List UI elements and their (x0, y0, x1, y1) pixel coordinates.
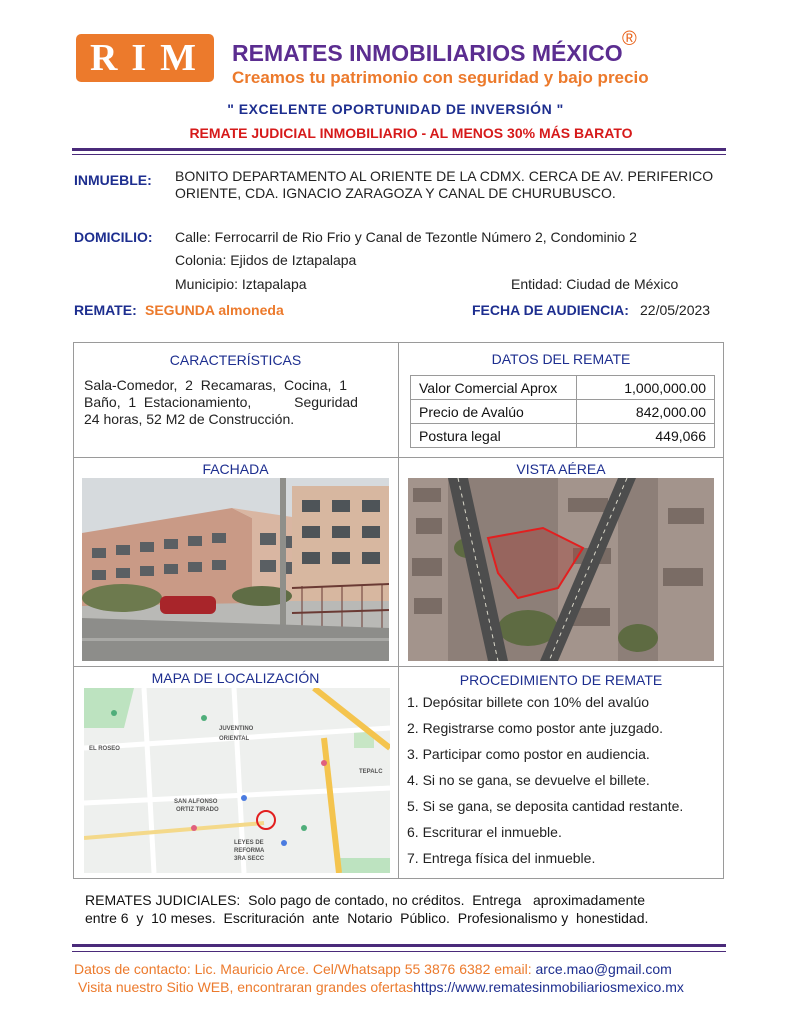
inmueble-text: BONITO DEPARTAMENTO AL ORIENTE DE LA CDMX. CERCA DE AV. PERIFERICO ORIENTE, CDA. IGNACIO ZARAGOZA Y CANAL DE CHURUBUSCO. (175, 168, 714, 201)
grid-vline (398, 342, 399, 879)
fachada-title: FACHADA (202, 461, 269, 477)
contact-line (74, 961, 672, 977)
notes-line-1: REMATES JUDICIALES: Solo pago de contado, no créditos. Entrega aproximadamente (85, 892, 646, 908)
mapa-title: MAPA DE LOCALIZACIÓN (151, 670, 320, 686)
remate-value: SEGUNDA almoneda (145, 302, 284, 318)
datos-remate-table (410, 375, 715, 448)
rim-logo: RIM (76, 34, 214, 82)
row-value: 1,000,000.00 (577, 376, 715, 400)
domicilio-label: DOMICILIO: (74, 229, 153, 245)
domicilio-colonia: Colonia: Ejidos de Iztapalapa (175, 252, 357, 268)
map-label-rosedal: EL ROSEO (89, 746, 120, 752)
map-label-juventino: JUVENTINO (219, 726, 254, 732)
website-line (78, 979, 684, 995)
website-label: Visita nuestro Sitio WEB, encontraran grandes ofertas (78, 979, 414, 995)
notes-line-2: entre 6 y 10 meses. Escrituración ante Notario Público. Profesionalismo y honestidad. (85, 910, 649, 926)
headline-opportunity: " EXCELENTE OPORTUNIDAD DE INVERSIÓN " (227, 101, 564, 117)
domicilio-municipio: Municipio: Iztapalapa (175, 276, 307, 292)
mapa-localizacion (84, 688, 390, 873)
caracteristicas-line-1: Sala-Comedor, 2 Recamaras, Cocina, 1 (84, 377, 348, 393)
map-label-secc: 3RA SECC (234, 856, 265, 862)
contact-email-link[interactable]: arce.mao@gmail.com (535, 961, 672, 977)
row-value: 449,066 (577, 424, 715, 448)
website-link[interactable]: https://www.rematesinmobiliariosmexico.mx (413, 979, 684, 995)
fecha-label: FECHA DE AUDIENCIA: (472, 302, 629, 318)
fecha-value: 22/05/2023 (640, 302, 711, 318)
divider-bottom-thin (72, 951, 726, 952)
map-label-ortiz-tirado: ORTIZ TIRADO (176, 807, 219, 813)
contact-label: Datos de contacto: Lic. Mauricio Arce. Cel/Whatsapp 55 3876 6382 email: (74, 961, 532, 977)
domicilio-calle: Calle: Ferrocarril de Rio Frio y Canal de Tezontle Número 2, Condominio 2 (175, 229, 637, 245)
headline-remate: REMATE JUDICIAL INMOBILIARIO - AL MENOS 30% MÁS BARATO (189, 125, 633, 141)
divider-top-thin (72, 154, 726, 155)
row-label: Valor Comercial Aprox (411, 376, 577, 400)
domicilio-entidad: Entidad: Ciudad de México (511, 276, 679, 292)
divider-top (72, 148, 726, 151)
brand-slogan: Creamos tu patrimonio con seguridad y bajo precio (232, 68, 649, 87)
procedimiento-step-1: 1. Depósitar billete con 10% del avalúo (407, 694, 650, 710)
caracteristicas-line-3: 24 horas, 52 M2 de Construcción. (84, 411, 295, 427)
procedimiento-step-4: 4. Si no se gana, se devuelve el billete. (407, 772, 650, 788)
map-label-oriental: ORIENTAL (219, 736, 250, 742)
remates-notes (85, 891, 725, 927)
map-label-leyes: LEYES DE (234, 840, 264, 846)
procedimiento-title: PROCEDIMIENTO DE REMATE (459, 672, 663, 688)
procedimiento-step-7: 7. Entrega física del inmueble. (407, 850, 596, 866)
map-label-tepalc: TEPALC (359, 769, 383, 775)
caracteristicas-title: CARACTERÍSTICAS (169, 352, 302, 368)
fachada-photo (82, 478, 389, 661)
row-value: 842,000.00 (577, 400, 715, 424)
map-label-san-alfonso: SAN ALFONSO (174, 799, 218, 805)
row-label: Postura legal (411, 424, 577, 448)
vista-aerea-photo (408, 478, 714, 661)
grid-hline-1 (73, 457, 724, 458)
procedimiento-step-2: 2. Registrarse como postor ante juzgado. (407, 720, 664, 736)
remate-label: REMATE: (74, 302, 137, 318)
caracteristicas-line-2: Baño, 1 Estacionamiento, Seguridad (84, 394, 358, 410)
table-row (411, 376, 715, 400)
vista-aerea-title: VISTA AÉREA (516, 461, 606, 477)
table-row (411, 400, 715, 424)
brand-name: REMATES INMOBILIARIOS MÉXICO (232, 40, 623, 66)
procedimiento-step-6: 6. Escriturar el inmueble. (407, 824, 562, 840)
table-row (411, 424, 715, 448)
procedimiento-step-5: 5. Si se gana, se deposita cantidad restante. (407, 798, 684, 814)
grid-hline-2 (73, 666, 724, 667)
inmueble-label: INMUEBLE: (74, 172, 152, 188)
registered-mark: ® (622, 28, 637, 50)
datos-remate-title: DATOS DEL REMATE (491, 351, 631, 367)
map-label-reforma: REFORMA (234, 848, 265, 854)
procedimiento-step-3: 3. Participar como postor en audiencia. (407, 746, 650, 762)
divider-bottom (72, 944, 726, 947)
row-label: Precio de Avalúo (411, 400, 577, 424)
